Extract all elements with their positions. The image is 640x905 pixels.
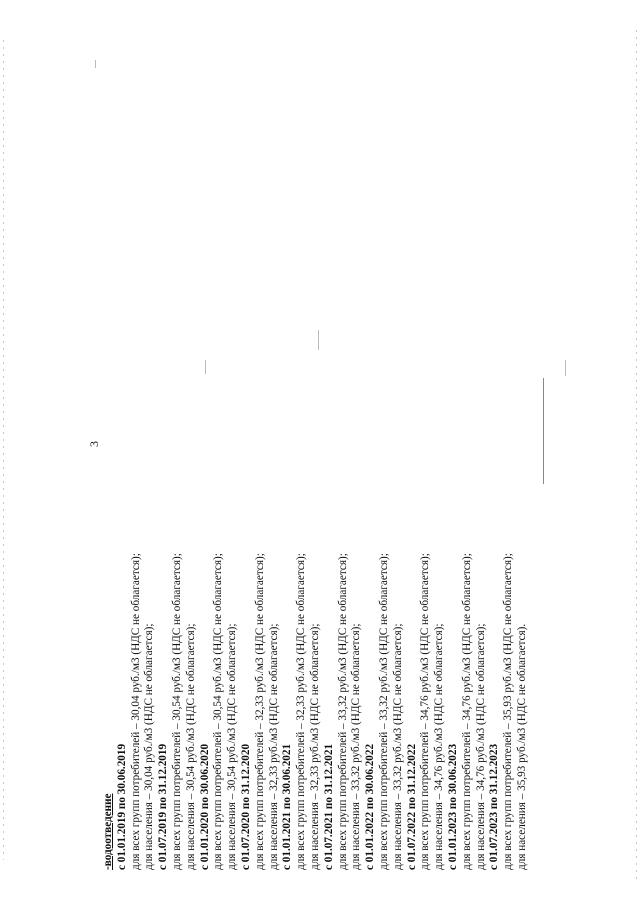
tariff-lines — [116, 30, 530, 870]
scan-speck — [95, 60, 96, 68]
tariff-text-block — [102, 30, 530, 870]
tariff-line: для населения – 30,04 руб./м3 (НДС не облагается); — [143, 623, 156, 870]
period-heading: с 01.07.2022 по 31.12.2022 — [405, 743, 418, 870]
tariff-line: для населения – 30,54 руб./м3 (НДС не облагается); — [226, 623, 239, 870]
period-heading: с 01.07.2021 по 31.12.2021 — [322, 743, 335, 870]
tariff-line: для населения – 34,76 руб./м3 (НДС не облагается); — [433, 623, 446, 870]
tariff-line: для населения – 33,32 руб./м3 (НДС не облагается); — [350, 623, 363, 870]
scan-speck — [565, 360, 566, 376]
tariff-line: для населения – 34,76 руб./м3 (НДС не облагается); — [474, 623, 487, 870]
tariff-line: для всех групп потребителей – 30,04 руб./м3 (НДС не облагается); — [129, 553, 142, 870]
signature-rule — [543, 378, 544, 484]
tariff-line: для всех групп потребителей – 32,33 руб./м3 (НДС не облагается); — [295, 553, 308, 870]
tariff-line: для населения – 33,32 руб./м3 (НДС не облагается); — [391, 623, 404, 870]
tariff-line: для населения – 32,33 руб./м3 (НДС не облагается); — [308, 623, 321, 870]
period-heading: с 01.01.2022 по 30.06.2022 — [364, 743, 377, 870]
scan-edge-left — [3, 40, 4, 860]
period-heading: с 01.01.2021 по 30.06.2021 — [281, 743, 294, 870]
tariff-line: для всех групп потребителей – 33,32 руб./м3 (НДС не облагается); — [377, 553, 390, 870]
period-heading: с 01.07.2020 по 31.12.2020 — [239, 743, 252, 870]
page-number: 3 — [87, 441, 101, 447]
period-heading: с 01.01.2020 по 30.06.2020 — [198, 743, 211, 870]
tariff-line: для всех групп потребителей – 35,93 руб./м3 (НДС не облагается); — [502, 553, 515, 870]
tariff-line: для всех групп потребителей – 30,54 руб./м3 (НДС не облагается); — [170, 553, 183, 870]
period-heading: с 01.01.2019 по 30.06.2019 — [115, 743, 128, 870]
tariff-line: для всех групп потребителей – 33,32 руб./м3 (НДС не облагается); — [336, 553, 349, 870]
scan-edge-right — [636, 30, 637, 880]
section-title: -водоотведение — [102, 793, 114, 870]
tariff-line: для населения – 35,93 руб./м3 (НДС не облагается). — [515, 623, 528, 870]
period-heading: с 01.01.2023 по 30.06.2023 — [446, 743, 459, 870]
tariff-line: для всех групп потребителей – 34,76 руб./м3 (НДС не облагается); — [460, 553, 473, 870]
tariff-line: для всех групп потребителей – 34,76 руб./м3 (НДС не облагается); — [419, 553, 432, 870]
period-heading: с 01.07.2023 по 31.12.2023 — [488, 743, 501, 870]
tariff-line: для населения – 30,54 руб./м3 (НДС не облагается); — [184, 623, 197, 870]
tariff-line: для всех групп потребителей – 32,33 руб./м3 (НДС не облагается); — [253, 553, 266, 870]
tariff-line: для населения – 32,33 руб./м3 (НДС не облагается); — [267, 623, 280, 870]
period-heading: с 01.07.2019 по 31.12.2019 — [157, 743, 170, 870]
tariff-line: для всех групп потребителей – 30,54 руб./м3 (НДС не облагается); — [212, 553, 225, 870]
